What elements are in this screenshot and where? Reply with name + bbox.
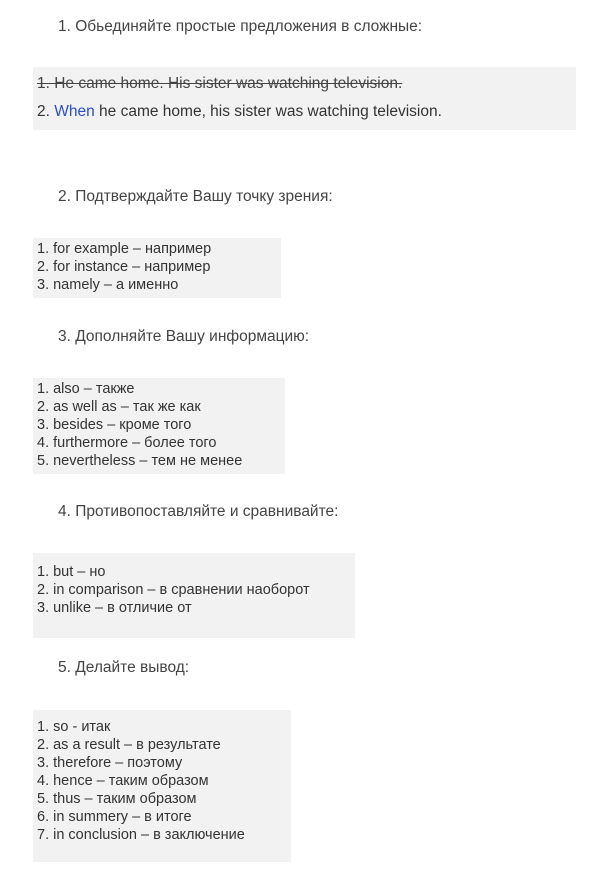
- list-item: 7. in conclusion – в заключение: [37, 827, 245, 843]
- list-item: 6. in summery – в итоге: [37, 809, 192, 825]
- list-item: 3. unlike – в отличие от: [37, 600, 192, 616]
- section4-heading: 4. Противопоставляйте и сравнивайте:: [58, 503, 339, 520]
- section5-list: [33, 718, 291, 844]
- list-item: 3. namely – а именно: [37, 277, 179, 293]
- example-box: [33, 67, 576, 130]
- list-item: 3. therefore – поэтому: [37, 755, 183, 771]
- struck-sentence: 1. He came home. His sister was watching television.: [37, 75, 403, 92]
- keyword-when: When: [54, 103, 95, 120]
- section2-list: [33, 240, 281, 294]
- section3-heading: 3. Дополняйте Вашу информацию:: [58, 328, 310, 345]
- list-item: 2. in comparison – в сравнении наоборот: [37, 582, 310, 598]
- list-item: 4. hence – таким образом: [37, 773, 209, 789]
- list-item: 2. for instance – например: [37, 259, 211, 275]
- list-item: 1. so - итак: [37, 719, 111, 735]
- line2-prefix: 2.: [37, 103, 55, 120]
- list-item: 4. furthermore – более того: [37, 435, 217, 451]
- section5-heading: 5. Делайте вывод:: [58, 659, 190, 676]
- list-item: 3. besides – кроме того: [37, 417, 192, 433]
- section3-list: [33, 380, 285, 470]
- list-item: 2. as well as – так же как: [37, 399, 201, 415]
- section3-box: [33, 378, 285, 474]
- list-item: 1. but – но: [37, 564, 106, 580]
- section2-heading: 2. Подтверждайте Вашу точку зрения:: [58, 188, 333, 205]
- list-item: 2. as a result – в результате: [37, 737, 221, 753]
- list-item: 1. for example – например: [37, 241, 212, 257]
- section2-box: [33, 238, 281, 298]
- section5-box: [33, 710, 291, 862]
- combined-sentence: [37, 103, 442, 121]
- list-item: 5. nevertheless – тем не менее: [37, 453, 243, 469]
- list-item: 5. thus – таким образом: [37, 791, 197, 807]
- line2-rest: he came home, his sister was watching television.: [94, 103, 442, 120]
- list-item: 1. also – также: [37, 381, 135, 397]
- section4-list: [33, 563, 355, 617]
- section4-box: [33, 553, 355, 638]
- section1-heading: 1. Обьединяйте простые предложения в сложные:: [58, 18, 423, 35]
